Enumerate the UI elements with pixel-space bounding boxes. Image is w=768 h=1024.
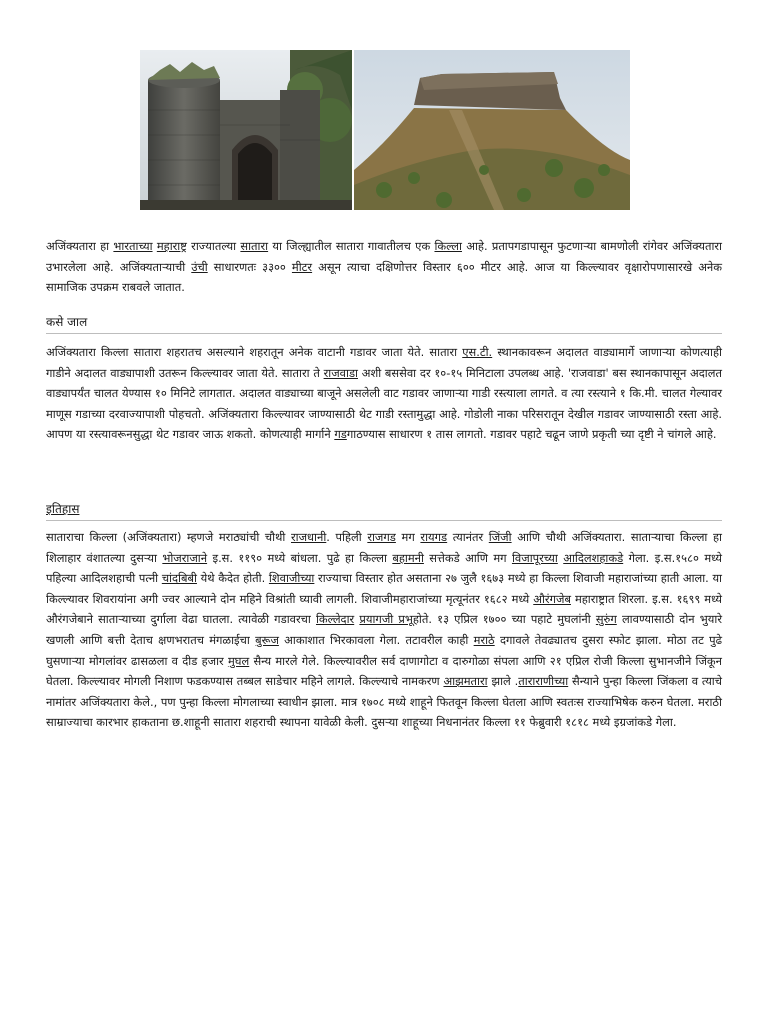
- link-vijapur[interactable]: विजापूरच्या: [511, 550, 558, 565]
- body-text: साताराचा किल्ला (अजिंक्यतारा) म्हणजे मराठ्यांची चौथी: [46, 530, 291, 544]
- heading-divider: [46, 520, 722, 521]
- link-prayagji[interactable]: प्रयागजी प्रभू: [359, 612, 413, 627]
- history-paragraph: [46, 527, 722, 733]
- body-text: दगावले तेवढ्यातच दुसरा स्फोट झाला. मोठा तट पुढे घुसणाऱ्या मोगलांवर ढासळला व दीड हजार: [46, 632, 723, 668]
- intro-text: अजिंक्यतारा हा: [46, 239, 114, 253]
- body-text: अजिंक्यतारा किल्ला सातारा शहरातच असल्याने शहरातून अनेक वाटानी गडावर जाता येते. सातारा: [46, 345, 463, 359]
- body-text: अशी बससेवा दर १०-१५ मिनिटाला उपलब्ध आहे. 'राजवाडा' बस स्थानकापासून अदालत वाड्यापर्यंत चालत येण्यास १० मिनिटे लागतात. अदालत वाड्याच्या बाजूने असलेली वाट गडावर जाणाऱ्या गाडी रस्त्याला लागते. व त्या रस्त्याने १ कि.मी. चालत गेल्यावर माणूस गडाच्या दरवाज्यापाशी पोहचतो. अजिंक्यतारा किल्ल्यावर जाण्यासाठी थेट गाडी रस्तामुद्धा आहे. गोडोली नाका परिसरातून देखील गडावर जाण्यासाठी रस्ता आहे. आपण या रस्त्यावरूनसुद्धा थेट गडावर जाऊ शकतो. कोणत्याही मार्गाने: [46, 365, 722, 442]
- link-azamtara[interactable]: आझमतारा: [443, 674, 488, 689]
- body-text: सैन्य मारले गेले. किल्ल्यावरील सर्व दाणागोटा व दारुगोळा संपला आणि २१ एप्रिल रोजी किल्ला सुभानजीने जिंकून घेतला. किल्ल्यावर मोगली निशाण फडकण्यास तब्बल साडेचार महिने लागले. किल्ल्याचे नामकरण: [46, 653, 723, 689]
- hill-fort-photo: [354, 50, 630, 210]
- body-text: झाले .: [487, 674, 519, 689]
- link-jinji[interactable]: जिंजी: [488, 530, 512, 544]
- link-raigad[interactable]: रायगड: [420, 530, 448, 544]
- section-history: [46, 500, 722, 521]
- link-aurangzeb[interactable]: औरंगजेब: [533, 591, 571, 606]
- body-text: येथे कैदेत होती.: [196, 571, 269, 586]
- body-text: . पहिली: [326, 530, 368, 544]
- link-gad[interactable]: गड: [334, 427, 347, 442]
- body-text: आणि चौथी अजिंक्यतारा. साताऱ्याचा किल्ला हा शिलाहार वंशातल्या दुसऱ्या: [46, 530, 723, 565]
- body-text: त्यानंतर: [447, 530, 489, 544]
- body-text: सत्तेकडे आणि मग: [423, 550, 512, 565]
- section-how-to-reach: [46, 313, 722, 334]
- link-maharashtra[interactable]: महाराष्ट्र: [156, 239, 187, 253]
- body-text: लावण्यासाठी दोन भुयारे खणली आणि बत्ती देताच क्षणभरातच मंगळाईचा: [46, 612, 723, 647]
- heading-divider: [46, 333, 722, 334]
- link-surung[interactable]: सुरुंग: [595, 612, 617, 627]
- link-killedar[interactable]: किल्लेदार: [315, 612, 355, 627]
- link-chandbibi[interactable]: चांदबिबी: [161, 571, 197, 586]
- link-rajgad[interactable]: राजगड: [367, 530, 396, 544]
- link-marathe[interactable]: मराठे: [473, 632, 495, 647]
- body-text: इ.स. ११९० मध्ये बांधला. पुढे हा किल्ला: [207, 550, 393, 565]
- link-buruj[interactable]: बुरूज: [255, 632, 279, 647]
- link-meter[interactable]: मीटर: [291, 259, 313, 274]
- link-shivaji[interactable]: शिवाजीच्या: [268, 571, 315, 586]
- section-heading: कसे जाल: [46, 315, 88, 329]
- body-text: गाठण्यास साधारण १ तास लागतो. गडावर पहाटे चढून जाणे प्रकृती च्या दृष्टी ने चांगले आहे.: [346, 427, 717, 442]
- link-bhojraja[interactable]: भोजराजाने: [162, 550, 208, 565]
- link-bahamani[interactable]: बहामनी: [392, 550, 424, 565]
- fort-gate-photo: [140, 50, 352, 210]
- link-st[interactable]: एस.टी.: [462, 345, 493, 359]
- photo-strip: [140, 50, 630, 210]
- link-bharat[interactable]: भारताच्या: [113, 239, 153, 253]
- intro-text: साधारणतः ३३००: [207, 259, 292, 274]
- body-text: आकाशात भिरकावला गेला. तटावरील काही: [278, 632, 474, 647]
- link-killa[interactable]: किल्ला: [434, 239, 462, 253]
- body-text: गेला. इ.स.१५८० मध्ये पहिल्या आदिलशहाची पत्नी: [46, 550, 723, 586]
- intro-text: असून त्याचा दक्षिणोत्तर विस्तार ६०० मीटर आहे. आज या किल्ल्यावर वृक्षारोपणासारखे अनेक सामाजिक उपक्रम राबवले जातात.: [46, 259, 722, 295]
- link-mughal[interactable]: मुघल: [227, 653, 250, 668]
- link-rajdhani[interactable]: राजधानी: [290, 530, 327, 544]
- link-unchi[interactable]: उंची: [191, 259, 208, 274]
- body-text: राज्याचा विस्तार होत असताना २७ जुलै १६७३ मध्ये हा किल्ला शिवाजी महाराजांच्या हाती आला. या किल्ल्यावर शिवरायांना अगी ज्वर आल्याने दोन महिने विश्रांती घ्यावी लागली. शिवाजीमहाराजांच्या मृत्यूनंतर १६८२ मध्ये: [46, 571, 722, 606]
- link-satara[interactable]: सातारा: [240, 239, 269, 253]
- intro-paragraph: [46, 236, 722, 298]
- body-text: महाराष्ट्रात शिरला. इ.स. १६९९ मध्ये औरंगजेबाने साताऱ्याच्या दुर्गाला वेढा घातला. त्यावेळी गडावरचा: [46, 591, 722, 627]
- link-adilshah[interactable]: आदिलशहाकडे: [563, 550, 624, 565]
- intro-text: राज्यातल्या: [186, 239, 241, 253]
- body-text: मग: [395, 530, 421, 544]
- body-text: सैन्याने पुन्हा किल्ला जिंकला व त्याचे नामांतर अजिंक्यतारा केले., पण पुन्हा किल्ला मोगलाच्या स्वाधीन झाला. मात्र १७०८ मध्ये शाहूने फितवून किल्ला घेतला आणि स्वतःस राज्याभिषेक करुन घेतला. मराठी साम्राज्याचा कारभार हाकताना छ.शाहूनी सातारा शहराची स्थापना यावेळी केली. दुसऱ्या शाहूच्या निधनानंतर किल्ला ११ फेब्रुवारी १८१८ मध्ये इग्रजांकडे गेला.: [46, 674, 722, 730]
- link-rajwada[interactable]: राजवाडा: [323, 365, 358, 380]
- intro-text: आहे. प्रतापगडापासून फुटणाऱ्या बामणोली रांगेवर अजिंक्यतारा उभारलेला आहे. अजिंक्यताऱ्याची: [46, 239, 722, 274]
- how-to-reach-paragraph: [46, 342, 722, 445]
- body-text: स्थानकावरून अदालत वाड्यामार्गे जाणाऱ्या कोणत्याही गाडीने अदालत वाड्यापाशी उतरून किल्ल्यावर जाता येते. सातारा ते: [46, 345, 722, 380]
- body-text: होते. १३ एप्रिल १७०० च्या पहाटे मुघलांनी: [412, 612, 596, 627]
- section-heading-link[interactable]: इतिहास: [46, 502, 80, 516]
- link-tararani[interactable]: ताराराणीच्या: [518, 674, 569, 689]
- intro-text: या जिल्ह्यातील सातारा गावातीलच एक: [268, 239, 435, 253]
